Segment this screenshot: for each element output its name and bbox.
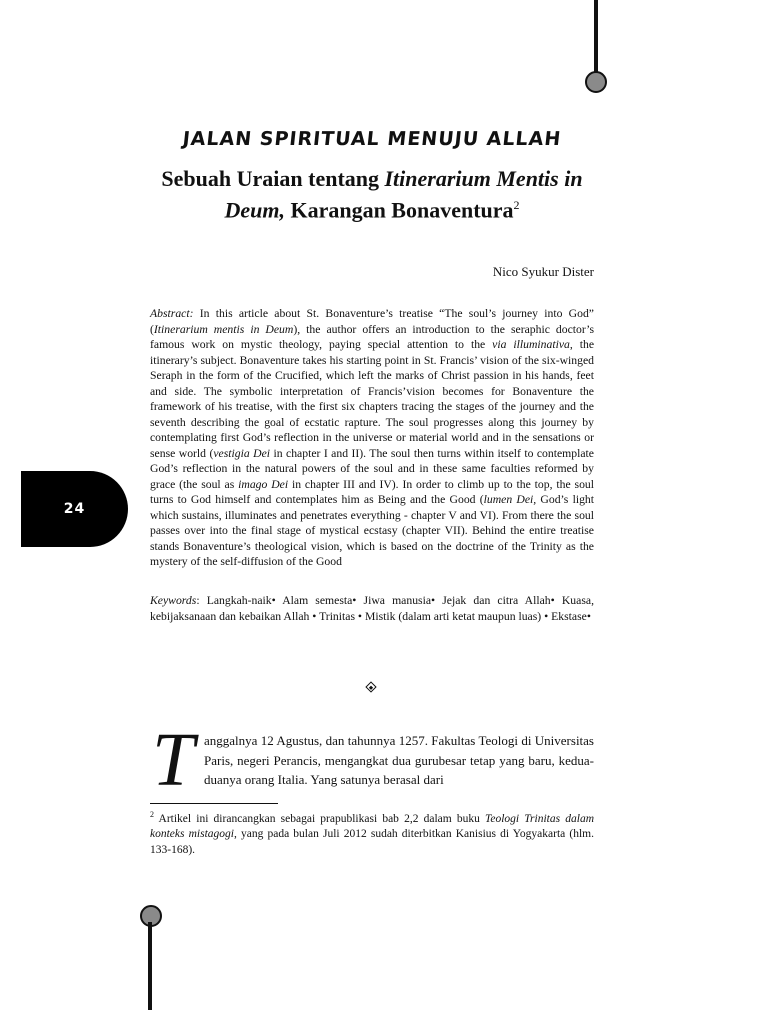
footnote-divider [150,803,278,804]
keywords-text: : Langkah-naik• Alam semesta• Jiwa manusia• Jejak dan citra Allah• Kuasa, kebijaksanaan dan kebaikan Allah • Trinitas • Mistik (dalam arti ketat maupun luas) • Ekstase• [150,594,594,623]
footnote [150,807,594,858]
abstract-italic: imago Dei [238,477,289,491]
abstract-text: God’s light which sustains, illuminates and penetrates everything - chapter V and VI). From there the soul passes over into the final stage of mystical ecstasy (chapter VII). Behind the entire treatise stands Bonaventure’s theological vision, which is based on the doctrine of the Trinity as the mystery of the self-diffusion of the Good [150,493,595,568]
article-subtitle [150,166,594,223]
decorative-dot-top [585,71,607,93]
abstract-text: in chapter III and IV). In order to climb up to the top, the soul turns to God himself and contemplates him as Being and the Good ( [150,477,595,506]
decorative-line-top [594,0,598,74]
footnote-italic: Teologi Trinitas dalam konteks mistagogi [150,812,594,841]
abstract-italic: lumen Dei, [483,493,537,506]
decorative-line-bottom [148,922,152,1010]
abstract-italic: vestigia Dei [213,446,271,460]
page-number: 24 [63,501,86,517]
abstract-text: in chapter I and II). The soul then turns within itself to contemplate God’s reflection in the natural powers of the soul and in these same faculties reformed by grace (the soul as [150,446,594,491]
body-paragraph: anggalnya 12 Agustus, dan tahunnya 1257. Fakultas Teologi di Universitas Paris, negeri Perancis, mengangkat dua gurubesar tetap yang baru, kedua-duanya orang Italia. Yang satunya berasal dari [204,733,594,787]
keywords-paragraph [150,593,594,624]
abstract-text: In this article about St. Bonaventure’s treatise “The soul’s journey into God” ( [150,307,594,336]
author-name: Nico Syukur Dister [492,264,594,279]
subtitle-footnote-marker: 2 [513,198,520,212]
footnote-text: Artikel ini dirancangkan sebagai prapublikasi bab 2,2 dalam buku [154,812,486,825]
subtitle-part-1: Sebuah Uraian tentang [161,166,385,191]
diamond-ornament-icon [365,681,376,692]
abstract-label: Abstract: [150,307,194,320]
article-title: JALAN SPIRITUAL MENUJU ALLAH [181,128,563,150]
abstract-paragraph [150,306,594,570]
drop-cap: T [152,718,195,802]
abstract-text: ), the author offers an introduction to the seraphic doctor’s famous work on mystic theology, paying special attention to the [150,322,594,351]
footnote-marker: 2 [150,810,154,819]
subtitle-part-2: Karangan Bonaventura [284,197,514,223]
abstract-italic: via illuminativa [492,338,570,351]
keywords-label: Keywords [150,594,197,607]
footnote-text: , yang pada bulan Juli 2012 sudah diterbitkan Kanisius di Yogyakarta (hlm. 133-168). [150,828,594,856]
page-number-tab [21,471,128,547]
subtitle-italic: Itinerarium Mentis in Deum, [224,166,583,223]
abstract-italic: Itinerarium mentis in Deum [153,322,294,336]
abstract-text: , the itinerary’s subject. Bonaventure takes his starting point in St. Francis’ vision of the six-winged Seraph in the form of the Crucified, which left the marks of Christ passion in his hands, feet and side. The symbolic interpretation of Francis’vision becomes for Bonaventure the framework of his treatise, with the first six chapters tracing the stages of the journey and the seventh describing the goal of ecstatic rapture. The soul progresses along this journey by contemplating first God’s reflection in the universe or material world and in the sensations or sense world ( [150,338,595,460]
